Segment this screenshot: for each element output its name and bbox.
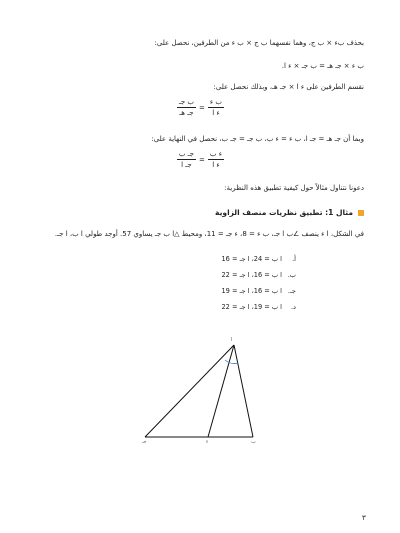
formula-2-lhs-den: ء ا xyxy=(212,161,220,169)
choice-letter: ب. xyxy=(287,271,296,279)
example-title: مثال 1: تطبيق نظريات منصف الزاوية xyxy=(215,208,353,217)
formula-1-lhs-den: ء ا xyxy=(212,109,220,117)
vertex-label-left: جـ xyxy=(142,439,147,445)
page-number: ٣ xyxy=(362,514,366,522)
equals-sign: = xyxy=(199,103,205,112)
choice-letter: أ. xyxy=(292,255,296,263)
vertex-label-apex: ا xyxy=(231,337,233,343)
side-ac xyxy=(234,345,253,437)
formula-1-rhs-den: جـ هـ xyxy=(179,109,194,117)
text-line-2: ب ء × جـ هـ = ب جـ × ء ا. xyxy=(281,62,364,70)
choice-letter: جـ. xyxy=(287,287,296,295)
example-problem: في الشكل، ا ء ينصف ∠ب ا جـ، ب ء = 8، ء جـ = 11، ومحيط △ا ب جـ يساوي 57. أوجد طولي ا ب، ا جـ. xyxy=(54,230,364,238)
formula-2-rhs-den: جـ ا xyxy=(181,161,192,169)
choice-text: ا ب = 19، ا جـ = 22 xyxy=(221,303,282,311)
text-line-4: وبما أن جـ هـ = جـ ا، ب ء = ء ب، ب جـ = جـ ب، نحصل في النهاية على: xyxy=(151,135,364,143)
choice-text: ا ب = 16، ا جـ = 19 xyxy=(221,287,282,295)
vertex-label-mid: ء xyxy=(206,439,209,445)
equals-sign: = xyxy=(199,155,205,164)
formula-2-rhs-num: جـ ب xyxy=(178,150,195,158)
vertex-label-right: ب xyxy=(251,439,256,445)
choice-letter: د. xyxy=(290,303,296,311)
formula-2-lhs-num: ء ب xyxy=(209,150,222,158)
formula-1-rhs-num: ب جـ xyxy=(178,98,195,106)
angle-arc-icon xyxy=(225,360,238,364)
choice-text: ا ب = 24، ا جـ = 16 xyxy=(221,255,282,263)
text-line-3: نقسم الطرفين على ء ا × جـ هـ، وبذلك نحصل على: xyxy=(213,83,364,91)
choice-text: ا ب = 16، ا جـ = 22 xyxy=(221,271,282,279)
text-line-1: بحذف بء × ب ج، وهما نفسهما ب ج × ب ء من الطرفين، نحصل على: xyxy=(154,39,364,47)
formula-1-lhs-num: ب ء xyxy=(209,98,222,106)
text-line-5: دعونا نتناول مثالاً حول كيفية تطبيق هذه النظرية: xyxy=(224,184,364,192)
